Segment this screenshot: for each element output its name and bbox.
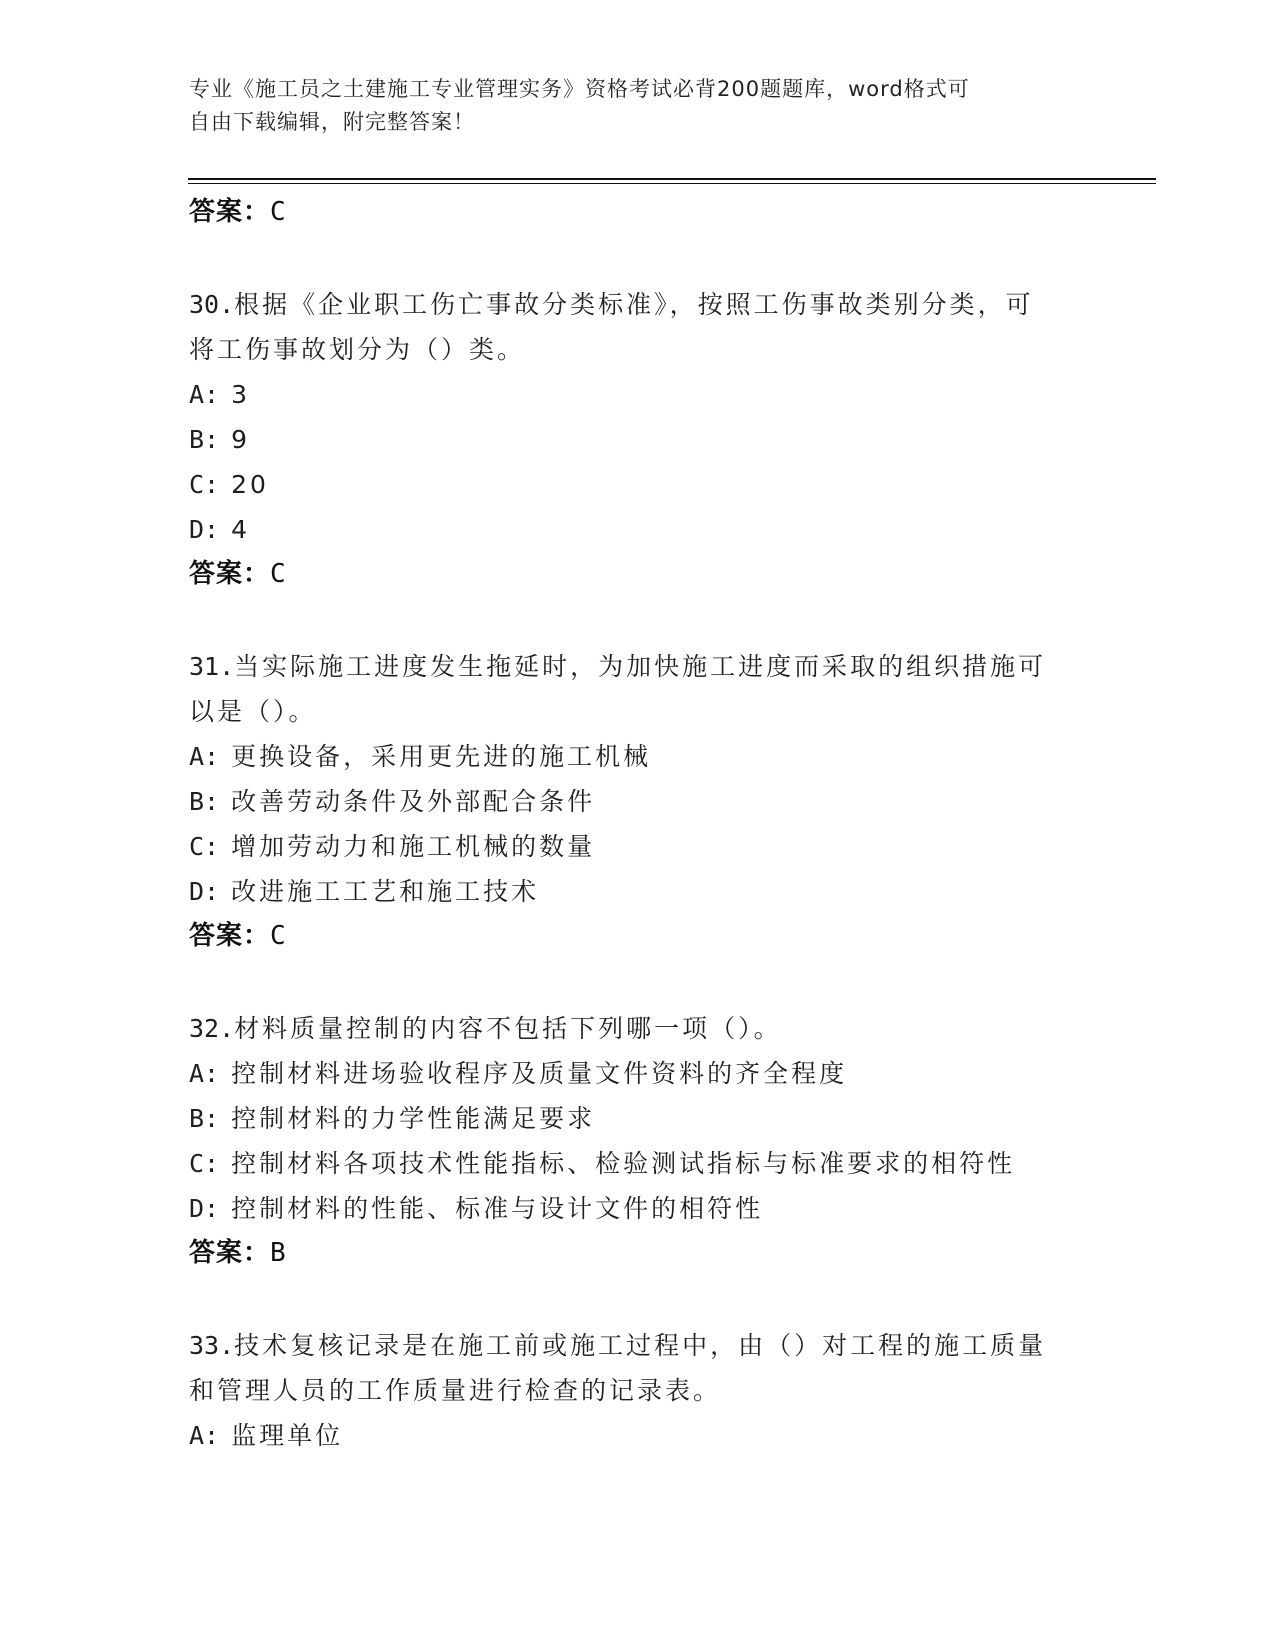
previous-answer xyxy=(189,190,1089,235)
option-text: 20 xyxy=(231,470,269,499)
option-key: B: xyxy=(189,425,220,454)
question-text: 技术复核记录是在施工前或施工过程中，由（）对工程的施工质量 xyxy=(234,1331,1047,1360)
option-a xyxy=(189,1413,1089,1458)
answer-line xyxy=(189,914,1089,959)
option-text: 监理单位 xyxy=(231,1421,344,1450)
option-a xyxy=(189,1051,1089,1096)
option-text: 更换设备，采用更先进的施工机械 xyxy=(231,742,652,771)
option-text: 控制材料各项技术性能指标、检验测试指标与标准要求的相符性 xyxy=(231,1149,1016,1178)
answer-label: 答案： xyxy=(189,559,271,589)
header-divider xyxy=(188,178,1156,180)
answer-value: B xyxy=(270,1238,287,1268)
question-stem-line xyxy=(189,1006,1089,1051)
question-stem-line: 将工伤事故划分为（）类。 xyxy=(189,335,526,364)
option-c xyxy=(189,462,1089,507)
answer-value: C xyxy=(270,559,287,589)
page-header xyxy=(189,73,1069,139)
option-key: A: xyxy=(189,380,220,409)
option-key: C: xyxy=(189,832,220,861)
option-text: 增加劳动力和施工机械的数量 xyxy=(231,832,596,861)
option-key: C: xyxy=(189,470,220,499)
answer-label: 答案： xyxy=(189,197,271,227)
option-text: 改进施工工艺和施工技术 xyxy=(231,877,540,906)
question-31 xyxy=(189,644,1089,959)
option-a xyxy=(189,734,1089,779)
question-stem-line: 和管理人员的工作质量进行检查的记录表。 xyxy=(189,1376,722,1405)
header-divider-thin xyxy=(188,183,1156,184)
option-c xyxy=(189,824,1089,869)
question-stem-line xyxy=(189,282,1089,327)
option-b xyxy=(189,1096,1089,1141)
option-text: 9 xyxy=(231,425,251,454)
option-key: A: xyxy=(189,1421,220,1450)
option-text: 改善劳动条件及外部配合条件 xyxy=(231,787,596,816)
answer-value: C xyxy=(270,197,287,227)
answer-label: 答案： xyxy=(189,921,271,951)
header-line-1: 专业《施工员之土建施工专业管理实务》资格考试必背200题题库，word格式可 xyxy=(189,77,970,101)
question-number: 33. xyxy=(189,1331,235,1360)
option-key: D: xyxy=(189,877,220,906)
option-text: 控制材料进场验收程序及质量文件资料的齐全程度 xyxy=(231,1059,848,1088)
header-line-2: 自由下载编辑，附完整答案！ xyxy=(189,110,475,134)
question-list xyxy=(189,190,1089,1458)
question-text: 根据《企业职工伤亡事故分类标准》，按照工伤事故类别分类，可 xyxy=(234,290,1034,319)
option-text: 3 xyxy=(231,380,251,409)
option-key: A: xyxy=(189,742,220,771)
option-key: C: xyxy=(189,1149,220,1178)
question-number: 30. xyxy=(189,290,235,319)
option-a xyxy=(189,372,1089,417)
option-key: B: xyxy=(189,787,220,816)
option-d xyxy=(189,869,1089,914)
question-stem-line: 以是（）。 xyxy=(189,697,317,726)
question-text: 材料质量控制的内容不包括下列哪一项（）。 xyxy=(234,1014,782,1043)
answer-label: 答案： xyxy=(189,1238,271,1268)
question-text: 当实际施工进度发生拖延时，为加快施工进度而采取的组织措施可 xyxy=(234,652,1047,681)
question-number: 31. xyxy=(189,652,235,681)
question-30 xyxy=(189,282,1089,597)
option-key: D: xyxy=(189,1194,220,1223)
question-stem-line xyxy=(189,644,1089,689)
option-key: D: xyxy=(189,515,220,544)
option-key: B: xyxy=(189,1104,220,1133)
option-d xyxy=(189,1186,1089,1231)
option-text: 控制材料的力学性能满足要求 xyxy=(231,1104,596,1133)
question-number: 32. xyxy=(189,1014,235,1043)
option-b xyxy=(189,779,1089,824)
question-32 xyxy=(189,1006,1089,1276)
option-b xyxy=(189,417,1089,462)
option-c xyxy=(189,1141,1089,1186)
question-stem-line xyxy=(189,1323,1089,1368)
option-text: 4 xyxy=(231,515,251,544)
option-key: A: xyxy=(189,1059,220,1088)
option-text: 控制材料的性能、标准与设计文件的相符性 xyxy=(231,1194,764,1223)
option-d xyxy=(189,507,1089,552)
question-33 xyxy=(189,1323,1089,1458)
answer-value: C xyxy=(270,921,287,951)
answer-line xyxy=(189,552,1089,597)
answer-line xyxy=(189,1231,1089,1276)
